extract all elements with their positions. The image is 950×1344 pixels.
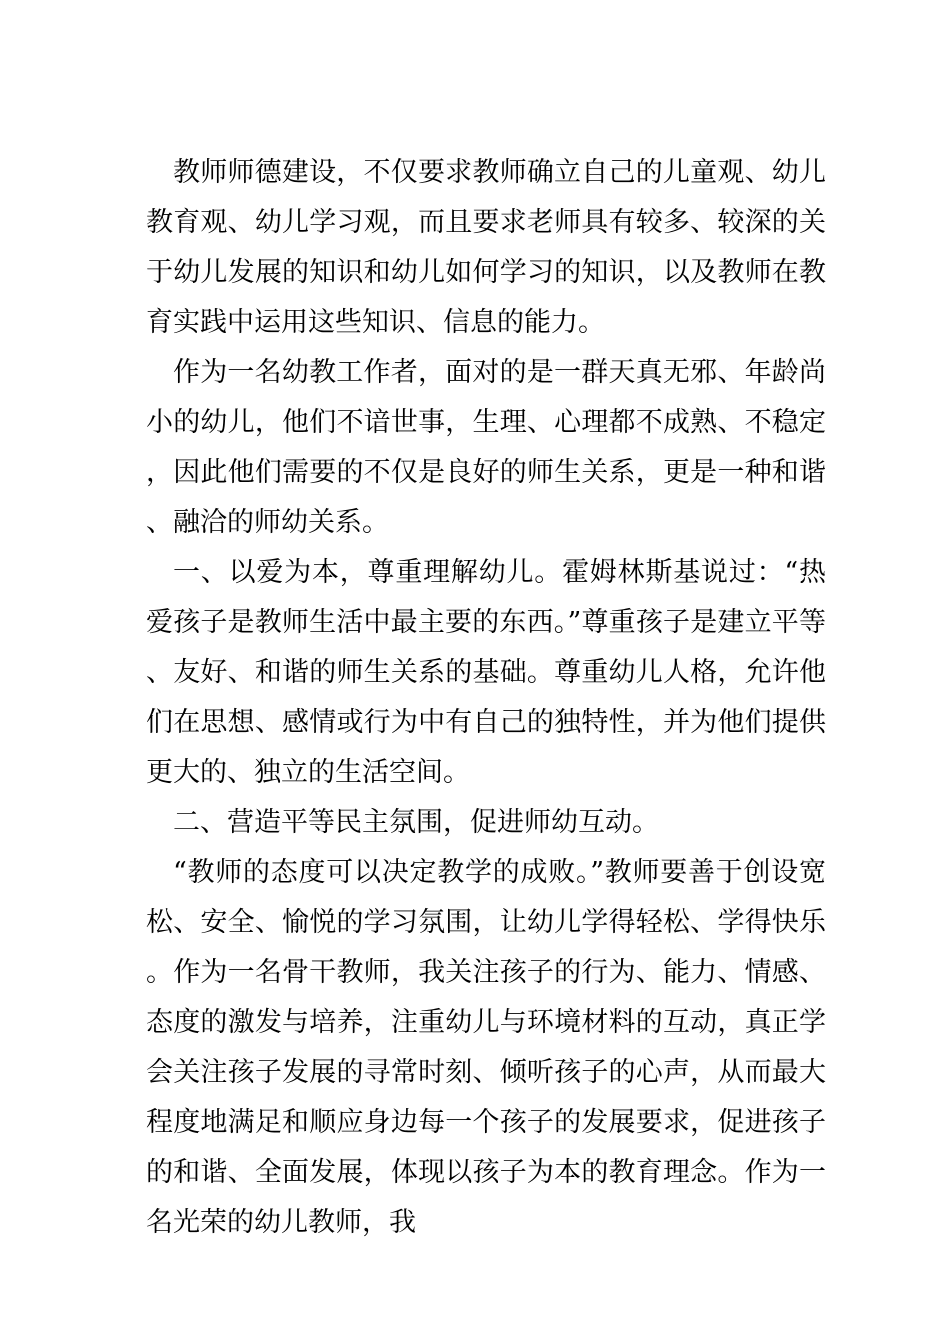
paragraph-section-two-body: “教师的态度可以决定教学的成败。”教师要善于创设宽松、安全、愉悦的学习氛围，让幼儿学得轻松、学得快乐。作为一名骨干教师，我关注孩子的行为、能力、情感、态度的激发与培养，注重幼儿与环境材料的互动，真正学会关注孩子发展的寻常时刻、倾听孩子的心声，从而最大程度地满足和顺应身边每一个孩子的发展要求，促进孩子的和谐、全面发展，体现以孩子为本的教育理念。作为一名光荣的幼儿教师，我 xyxy=(146,857,826,1238)
paragraph-section-two-heading: 二、营造平等民主氛围，促进师幼互动。 xyxy=(173,807,659,838)
paragraph-section-one: 一、以爱为本，尊重理解幼儿。霍姆林斯基说过：“热爱孩子是教师生活中最主要的东西。”尊重孩子是建立平等、友好、和谐的师生关系的基础。尊重幼儿人格，允许他们在思想、感情或行为中有自己的独特性，并为他们提供更大的、独立的生活空间。 xyxy=(146,557,826,788)
paragraph-teacher-role: 作为一名幼教工作者，面对的是一群天真无邪、年龄尚小的幼儿，他们不谙世事，生理、心理都不成熟、不稳定，因此他们需要的不仅是良好的师生关系，更是一种和谐、融洽的师幼关系。 xyxy=(146,357,826,538)
document-body xyxy=(146,148,826,1248)
paragraph-intro: 教师师德建设，不仅要求教师确立自己的儿童观、幼儿教育观、幼儿学习观，而且要求老师具有较多、较深的关于幼儿发展的知识和幼儿如何学习的知识，以及教师在教育实践中运用这些知识、信息的能力。 xyxy=(146,157,826,338)
